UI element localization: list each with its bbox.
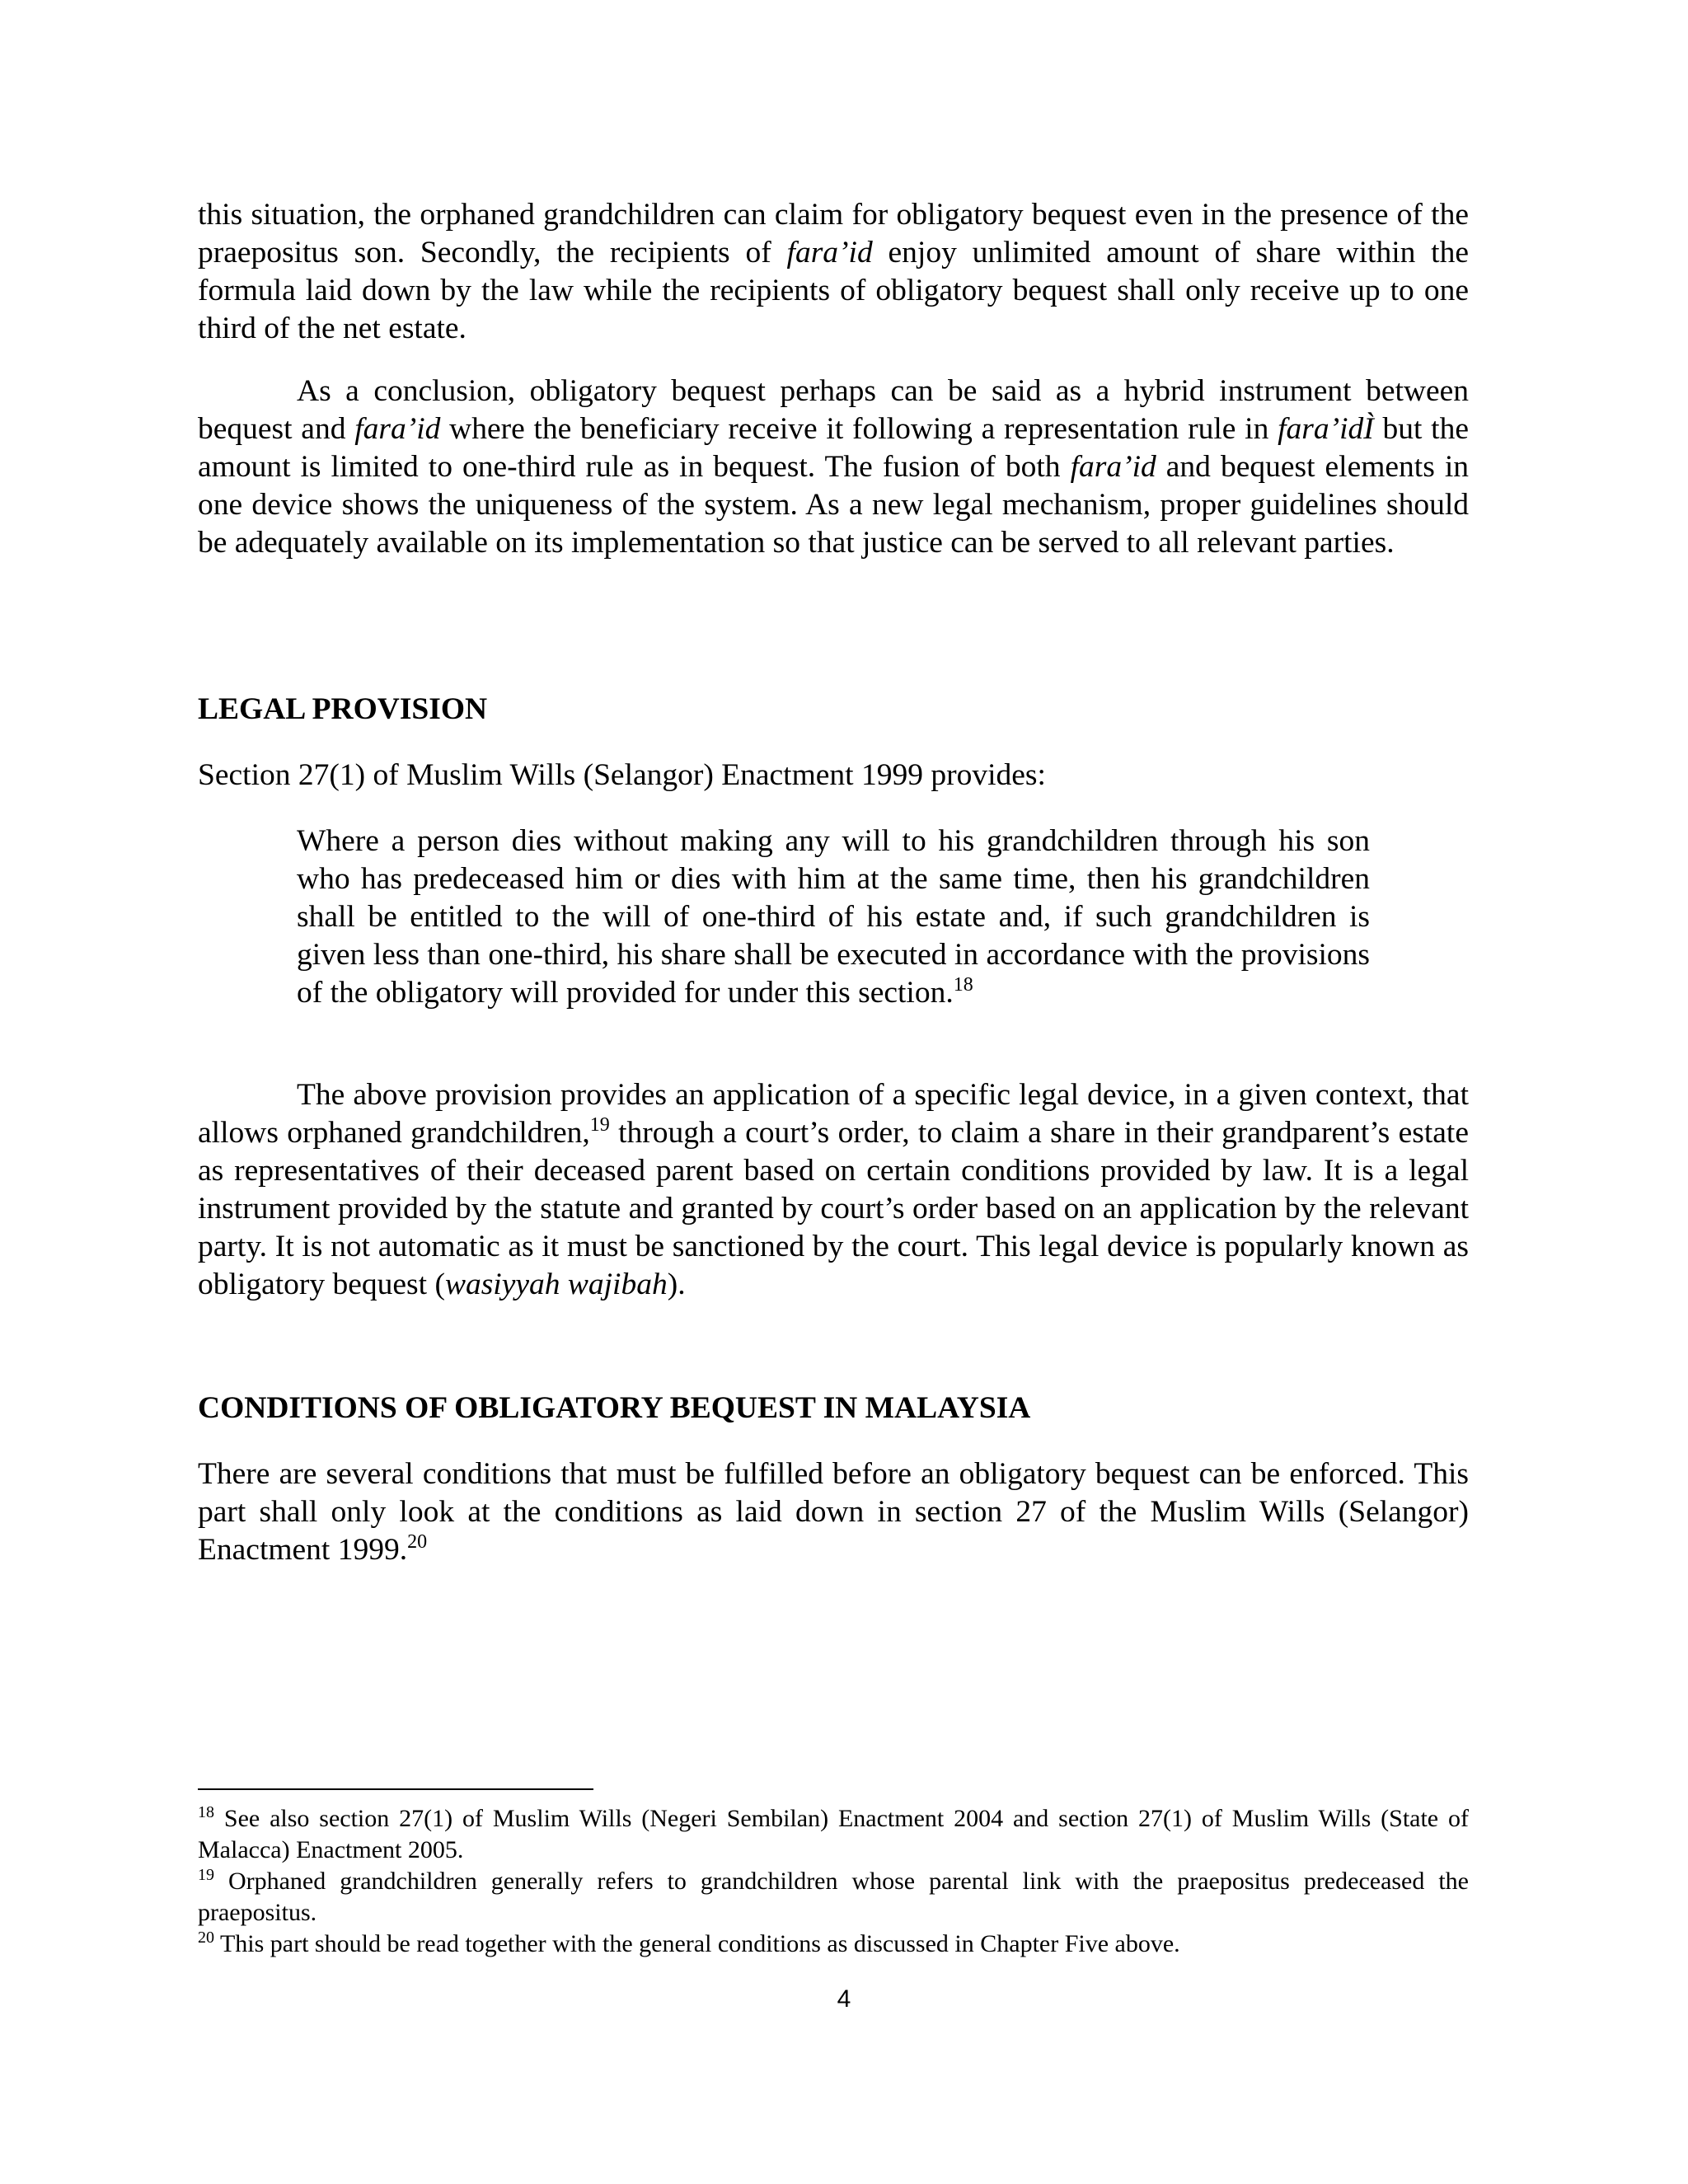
quote-text: Where a person dies without making any will to his grandchildren through his son who has predeceased him or dies with him at the same time, then his grandchildren shall be entitled to the will of one-third of his estate and, if such grandchildren is given less than one-third, his share shall be executed in accordance with the provisions of the obligatory will provided for under this section. [297, 824, 1370, 1010]
text-run: but the amount is limited to one-third rule as in bequest. The fusion of both [198, 412, 1469, 484]
footnote-number: 20 [198, 1929, 214, 1947]
text-run: The above provision provides an application of a specific legal device, in a given context, that allows orphaned grandchildren, [198, 1078, 1469, 1150]
heading-conditions: CONDITIONS OF OBLIGATORY BEQUEST IN MALAYSIA [198, 1391, 1031, 1425]
italic-term: fara’idÌ [1278, 412, 1374, 446]
text-run: enjoy unlimited amount of share within the formula laid down by the law while the recipients of obligatory bequest shall only receive up to one third of the net estate. [198, 236, 1469, 345]
statute-quote [297, 823, 1370, 1012]
italic-term: fara’id [1070, 450, 1156, 484]
heading-legal-provision: LEGAL PROVISION [198, 692, 488, 726]
paragraph-conditions [198, 1455, 1469, 1569]
paragraph-continuation [198, 196, 1469, 348]
footnote-18 [198, 1803, 1469, 1866]
text-run: where the beneficiary receive it following a representation rule in [440, 412, 1278, 446]
footnote-text: Orphaned grandchildren generally refers to grandchildren whose parental link with the praepositus predeceased the praepositus. [198, 1868, 1469, 1926]
footnote-19 [198, 1866, 1469, 1929]
text-run: and bequest elements in one device shows the uniqueness of the system. As a new legal mechanism, proper guidelines should be adequately available on its implementation so that justice can be served to all relevant parties. [198, 450, 1469, 560]
page-number: 4 [837, 1985, 851, 2013]
footnote-ref[interactable]: 19 [589, 1114, 610, 1136]
footnote-text: See also section 27(1) of Muslim Wills (Negeri Sembilan) Enactment 2004 and section 27(1) of Muslim Wills (State of Malacca) Enactment 2005. [198, 1805, 1469, 1863]
footnote-number: 19 [198, 1866, 214, 1884]
footnote-number: 18 [198, 1803, 214, 1821]
text-run: As a conclusion, obligatory bequest perhaps can be said as a hybrid instrument between bequest and [198, 374, 1469, 446]
footnote-20 [198, 1929, 1469, 1960]
footnote-ref[interactable]: 20 [407, 1531, 428, 1553]
paragraph-conclusion [198, 373, 1469, 562]
italic-term: wasiyyah wajibah [444, 1268, 668, 1301]
text-run: through a court’s order, to claim a share in their grandparent’s estate as representatives of their deceased parent based on certain conditions provided by law. It is a legal instrument provided by the statute and granted by court’s order based on an application by the relevant party. It is not automatic as it must be sanctioned by the court. This legal device is popularly known as obligatory bequest ( [198, 1116, 1469, 1301]
italic-term: fara’id [354, 412, 441, 446]
section-intro: Section 27(1) of Muslim Wills (Selangor) Enactment 1999 provides: [198, 758, 1046, 792]
footnote-divider [198, 1788, 593, 1790]
footnote-text: This part should be read together with the general conditions as discussed in Chapter Five above. [214, 1930, 1180, 1957]
paragraph-provision-analysis [198, 1076, 1469, 1304]
italic-term: fara’id [786, 236, 873, 269]
text-run: ). [667, 1268, 686, 1301]
footnote-ref[interactable]: 18 [953, 974, 973, 996]
text-run: There are several conditions that must be fulfilled before an obligatory bequest can be enforced. This part shall only look at the conditions as laid down in section 27 of the Muslim Wills (Selangor) Enactment 1999. [198, 1457, 1469, 1567]
text-run: this situation, the orphaned grandchildren can claim for obligatory bequest even in the presence of the praepositus son. Secondly, the recipients of [198, 198, 1469, 269]
